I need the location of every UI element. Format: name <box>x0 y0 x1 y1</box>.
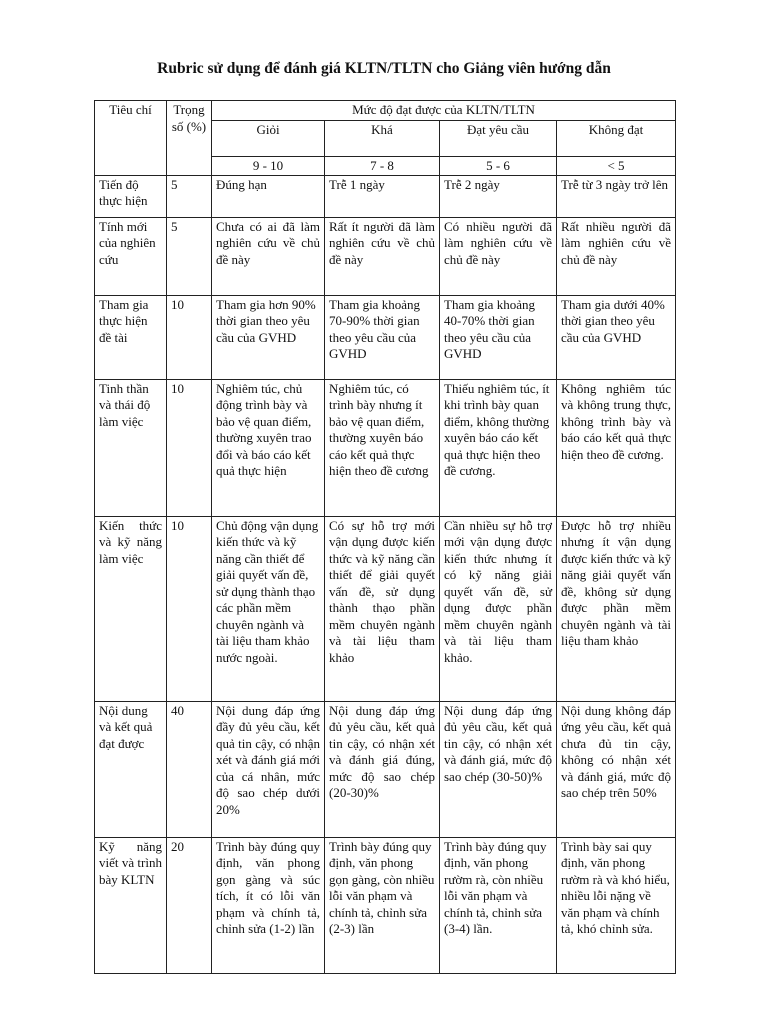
level-cell: Trễ 2 ngày <box>440 175 557 217</box>
header-level-kha: Khá <box>325 121 440 157</box>
table-row <box>95 217 676 295</box>
level-cell: Đúng hạn <box>212 175 325 217</box>
level-cell: Nghiêm túc, có trình bày nhưng ít bảo vệ quan điểm, thường xuyên báo cáo kết quả thực hiện theo đề cương <box>325 379 440 516</box>
criterion-cell: Kỹ năng viết và trình bày KLTN <box>95 837 167 973</box>
header-range: < 5 <box>557 157 676 176</box>
level-cell: Nội dung đáp ứng đủ yêu cầu, kết quả tin cậy, có nhận xét và đánh giá đúng, mức độ sao chép (20-30)% <box>325 701 440 837</box>
rubric-table <box>94 100 676 974</box>
level-cell: Nội dung không đáp ứng yêu cầu, kết quả chưa đủ tin cậy, không có nhận xét và đánh giá, mức độ sao chép trên 50% <box>557 701 676 837</box>
weight-cell: 10 <box>167 516 212 701</box>
table-row <box>95 837 676 973</box>
level-cell: Nội dung đáp ứng đủ yêu cầu, kết quả tin cậy, có nhận xét và đánh giá, mức độ sao chép (30-50)% <box>440 701 557 837</box>
header-level-group: Mức độ đạt được của KLTN/TLTN <box>212 101 676 121</box>
header-row-group <box>95 101 676 121</box>
level-cell: Chủ động vận dụng kiến thức và kỹ năng cần thiết để giải quyết vấn đề, sử dụng thành thạo các phần mềm chuyên ngành và tài liệu tham khảo nước ngoài. <box>212 516 325 701</box>
level-cell: Trình bày đúng quy định, văn phong gọn gàng, còn nhiều lỗi văn phạm và chính tả, chỉnh sửa (2-3) lần <box>325 837 440 973</box>
table-row <box>95 295 676 379</box>
header-level-gioi: Giỏi <box>212 121 325 157</box>
document-title: Rubric sử dụng để đánh giá KLTN/TLTN cho Giảng viên hướng dẫn <box>157 60 611 77</box>
level-cell: Nghiêm túc, chủ động trình bày và bảo vệ quan điểm, thường xuyên trao đổi và báo cáo kết quả thực hiện <box>212 379 325 516</box>
header-level-khong-dat: Không đạt <box>557 121 676 157</box>
level-cell: Tham gia dưới 40% thời gian theo yêu cầu của GVHD <box>557 295 676 379</box>
table-row <box>95 516 676 701</box>
header-criteria: Tiêu chí <box>95 101 167 176</box>
header-level-dat: Đạt yêu cầu <box>440 121 557 157</box>
level-cell: Trình bày đúng quy định, văn phong rườm rà, còn nhiều lỗi văn phạm và chính tả, chỉnh sửa (3-4) lần. <box>440 837 557 973</box>
level-cell: Cần nhiều sự hỗ trợ mới vận dụng được kiến thức nhưng ít có kỹ năng giải quyết vấn đề, sử dụng được phần mềm chuyên ngành và tài liệu tham khảo. <box>440 516 557 701</box>
level-cell: Trình bày sai quy định, văn phong rườm rà và khó hiểu, nhiều lỗi nặng về văn phạm và chính tả, khó chỉnh sửa. <box>557 837 676 973</box>
weight-cell: 5 <box>167 217 212 295</box>
table-row <box>95 379 676 516</box>
level-cell: Tham gia khoảng 70-90% thời gian theo yêu cầu của GVHD <box>325 295 440 379</box>
weight-cell: 20 <box>167 837 212 973</box>
level-cell: Có nhiều người đã làm nghiên cứu về chủ đề này <box>440 217 557 295</box>
header-weight: Trọng số (%) <box>167 101 212 176</box>
criterion-cell: Tinh thần và thái độ làm việc <box>95 379 167 516</box>
weight-cell: 5 <box>167 175 212 217</box>
level-cell: Tham gia hơn 90% thời gian theo yêu cầu của GVHD <box>212 295 325 379</box>
level-cell: Trễ 1 ngày <box>325 175 440 217</box>
criterion-cell: Tiến độ thực hiện <box>95 175 167 217</box>
level-cell: Chưa có ai đã làm nghiên cứu về chủ đề này <box>212 217 325 295</box>
weight-cell: 10 <box>167 379 212 516</box>
level-cell: Rất nhiều người đã làm nghiên cứu về chủ đề này <box>557 217 676 295</box>
criterion-cell: Kiến thức và kỹ năng làm việc <box>95 516 167 701</box>
level-cell: Không nghiêm túc và không trung thực, không trình bày và báo cáo kết quả thực hiện theo đề cương. <box>557 379 676 516</box>
weight-cell: 40 <box>167 701 212 837</box>
criterion-cell: Tham gia thực hiện đề tài <box>95 295 167 379</box>
header-range: 5 - 6 <box>440 157 557 176</box>
level-cell: Trình bày đúng quy định, văn phong gọn gàng và súc tích, ít có lỗi văn phạm và chính tả, chỉnh sửa (1-2) lần <box>212 837 325 973</box>
level-cell: Được hỗ trợ nhiều nhưng ít vận dụng được kiến thức và kỹ năng giải quyết vấn đề, không sử dụng được phần mềm chuyên ngành và tài liệu tham khảo <box>557 516 676 701</box>
criterion-cell: Tính mới của nghiên cứu <box>95 217 167 295</box>
level-cell: Tham gia khoảng 40-70% thời gian theo yêu cầu của GVHD <box>440 295 557 379</box>
level-cell: Có sự hỗ trợ mới vận dụng được kiến thức và kỹ năng cần thiết để giải quyết vấn đề, sử dụng thành thạo phần mềm chuyên ngành và tài liệu tham khảo <box>325 516 440 701</box>
header-range: 9 - 10 <box>212 157 325 176</box>
level-cell: Thiếu nghiêm túc, ít khi trình bày quan điểm, không thường xuyên báo cáo kết quả thực hiện theo đề cương. <box>440 379 557 516</box>
header-range: 7 - 8 <box>325 157 440 176</box>
level-cell: Nội dung đáp ứng đầy đủ yêu cầu, kết quả tin cậy, có nhận xét và đánh giá mới của cá nhân, mức độ sao chép dưới 20% <box>212 701 325 837</box>
level-cell: Rất ít người đã làm nghiên cứu về chủ đề này <box>325 217 440 295</box>
table-row <box>95 175 676 217</box>
criterion-cell: Nội dung và kết quả đạt được <box>95 701 167 837</box>
weight-cell: 10 <box>167 295 212 379</box>
table-row <box>95 701 676 837</box>
level-cell: Trễ từ 3 ngày trở lên <box>557 175 676 217</box>
